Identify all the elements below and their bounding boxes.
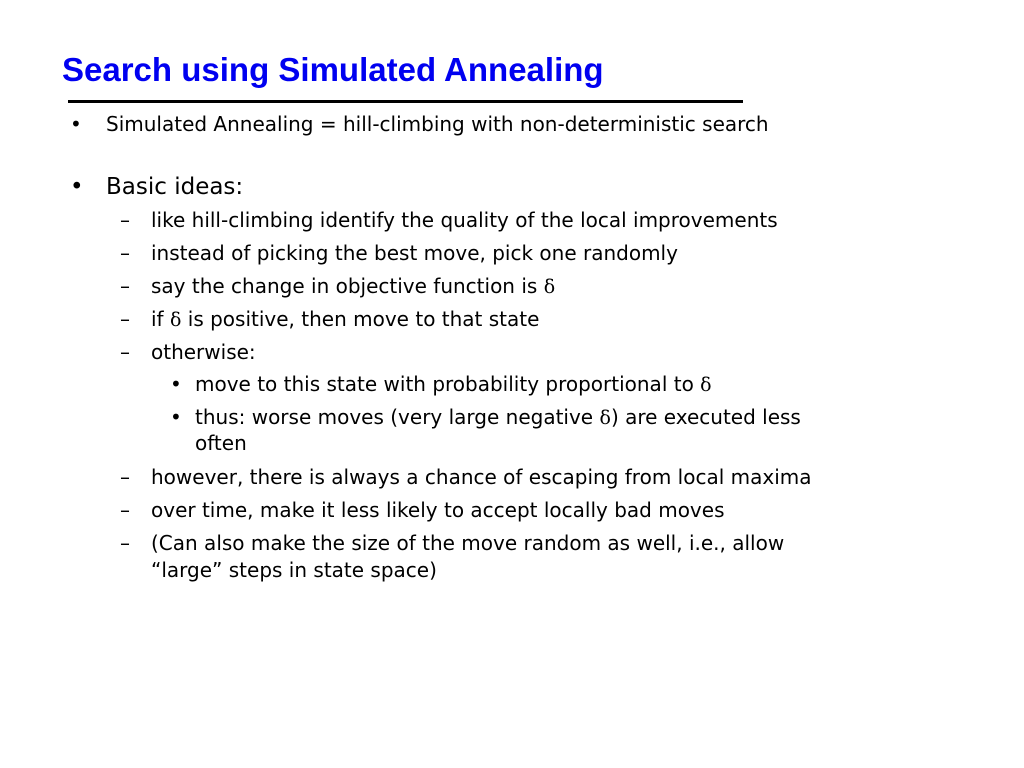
dash-marker: – xyxy=(120,274,130,298)
sub-item-random-step-size-continued: “large” steps in state space) xyxy=(151,558,437,582)
sub-item-otherwise: otherwise: xyxy=(151,340,256,364)
delta-symbol: δ xyxy=(543,276,556,298)
dash-marker: – xyxy=(120,531,130,555)
sub-item-positive-delta xyxy=(151,306,539,333)
sub-item-positive-delta-after: is positive, then move to that state xyxy=(181,307,540,331)
title-underline xyxy=(68,100,743,103)
bullet-simulated-annealing: Simulated Annealing = hill-climbing with non-deterministic search xyxy=(106,112,769,136)
bullet-basic-ideas: Basic ideas: xyxy=(106,174,244,200)
dash-marker: – xyxy=(120,208,130,232)
sub-sub-item-worse-moves xyxy=(195,404,801,432)
delta-symbol: δ xyxy=(169,309,182,331)
delta-symbol: δ xyxy=(599,407,611,429)
sub-sub-item-probability xyxy=(195,371,712,399)
bullet-marker: • xyxy=(70,174,84,200)
sub-bullet-marker: • xyxy=(170,405,182,429)
slide-title: Search using Simulated Annealing xyxy=(62,51,604,88)
dash-marker: – xyxy=(120,241,130,265)
sub-item-escape-local-maxima: however, there is always a chance of escaping from local maxima xyxy=(151,465,812,489)
sub-item-hill-climbing: like hill-climbing identify the quality of the local improvements xyxy=(151,208,778,232)
dash-marker: – xyxy=(120,465,130,489)
sub-item-random-move: instead of picking the best move, pick one randomly xyxy=(151,241,678,265)
sub-item-positive-delta-before: if xyxy=(151,307,170,331)
sub-sub-item-worse-moves-after: ) are executed less xyxy=(610,405,801,429)
sub-item-objective-change xyxy=(151,273,555,300)
dash-marker: – xyxy=(120,340,130,364)
sub-item-random-step-size: (Can also make the size of the move random as well, i.e., allow xyxy=(151,531,785,555)
sub-sub-item-worse-moves-continued: often xyxy=(195,431,247,455)
sub-item-over-time: over time, make it less likely to accept locally bad moves xyxy=(151,498,725,522)
sub-item-objective-change-text: say the change in objective function is xyxy=(151,274,544,298)
sub-bullet-marker: • xyxy=(170,372,182,396)
bullet-marker: • xyxy=(70,112,82,136)
sub-sub-item-probability-text: move to this state with probability proportional to xyxy=(195,372,701,396)
dash-marker: – xyxy=(120,498,130,522)
delta-symbol: δ xyxy=(700,374,712,396)
dash-marker: – xyxy=(120,307,130,331)
sub-sub-item-worse-moves-before: thus: worse moves (very large negative xyxy=(195,405,600,429)
